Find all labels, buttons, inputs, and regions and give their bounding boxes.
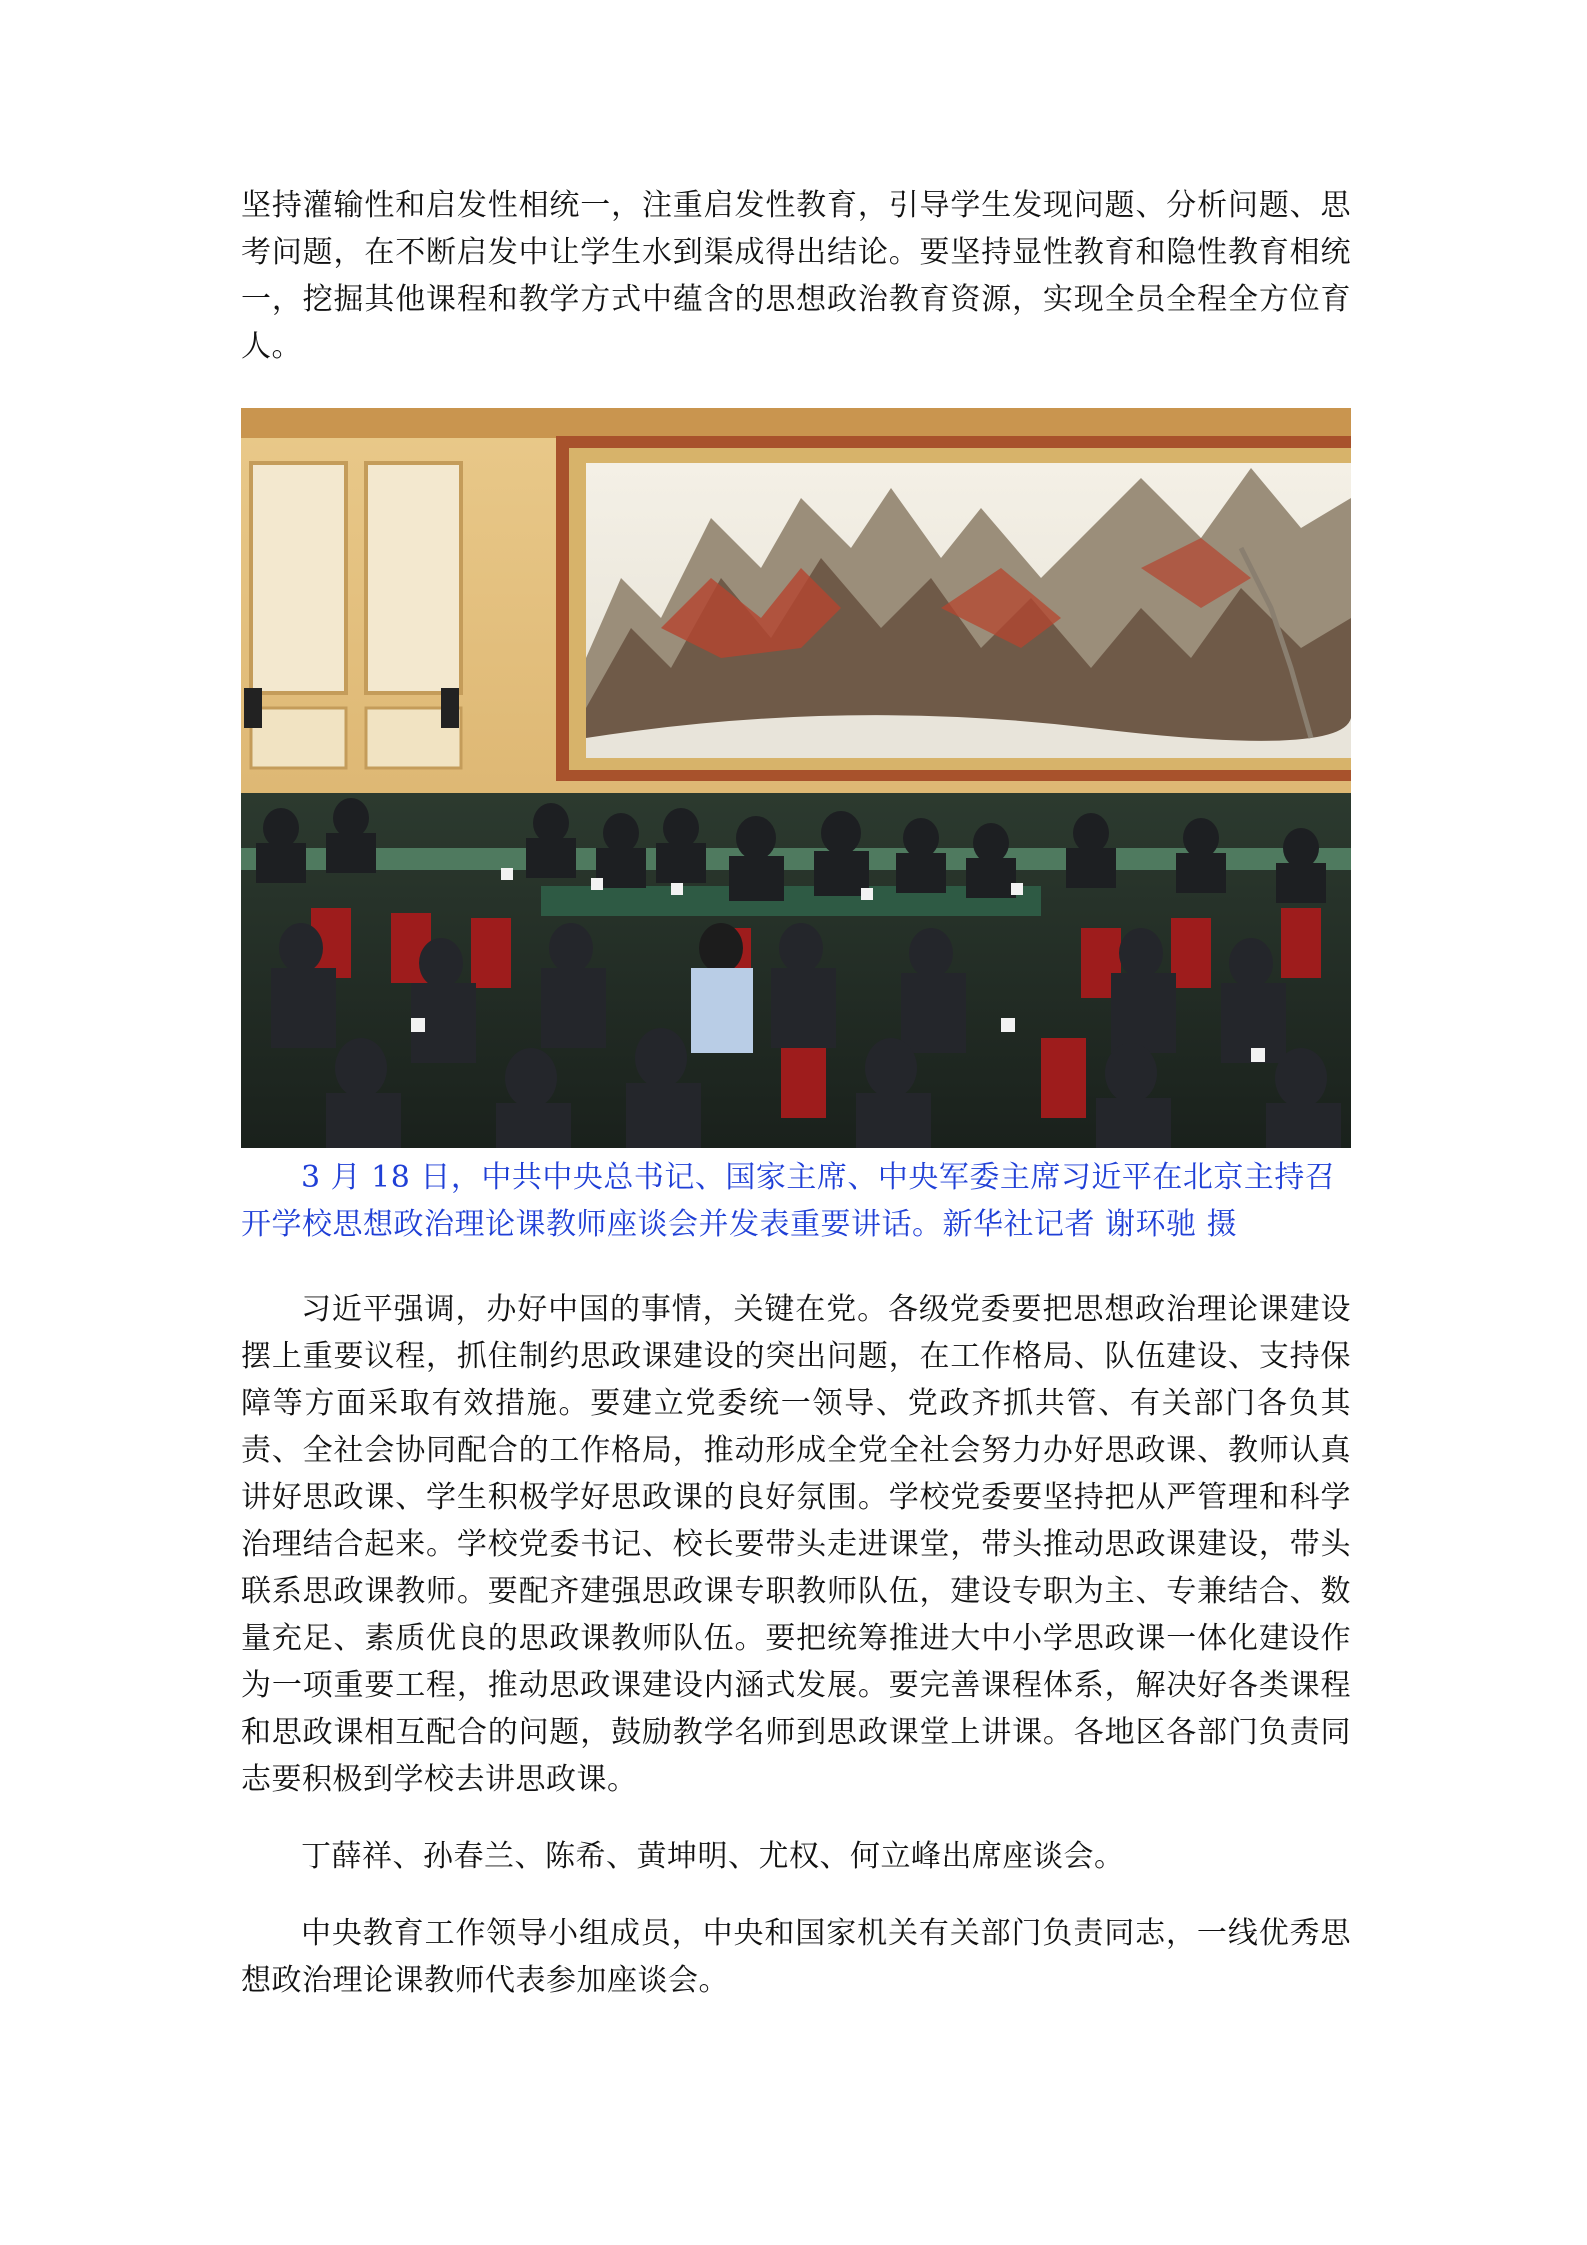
paragraph-1: 坚持灌输性和启发性相统一，注重启发性教育，引导学生发现问题、分析问题、思考问题，在不断启发中让学生水到渠成得出结论。要坚持显性教育和隐性教育相统一，挖掘其他课程和教学方式中蕴含的思想政治教育资源，实现全员全程全方位育人。 <box>241 188 1351 364</box>
photo-caption: 3 月 18 日，中共中央总书记、国家主席、中央军委主席习近平在北京主持召开学校思想政治理论课教师座谈会并发表重要讲话。新华社记者 谢环驰 摄 <box>241 1160 1336 1242</box>
paragraph-3: 丁薛祥、孙春兰、陈希、黄坤明、尤权、何立峰出席座谈会。 <box>301 1839 1125 1874</box>
meeting-photo <box>241 408 1351 1148</box>
paragraph-4: 中央教育工作领导小组成员，中央和国家机关有关部门负责同志，一线优秀思想政治理论课教师代表参加座谈会。 <box>241 1916 1351 1998</box>
document-page <box>241 182 1351 2004</box>
paragraph-2: 习近平强调，办好中国的事情，关键在党。各级党委要把思想政治理论课建设摆上重要议程，抓住制约思政课建设的突出问题，在工作格局、队伍建设、支持保障等方面采取有效措施。要建立党委统一领导、党政齐抓共管、有关部门各负其责、全社会协同配合的工作格局，推动形成全党全社会努力办好思政课、教师认真讲好思政课、学生积极学好思政课的良好氛围。学校党委要坚持把从严管理和科学治理结合起来。学校党委书记、校长要带头走进课堂，带头推动思政课建设，带头联系思政课教师。要配齐建强思政课专职教师队伍，建设专职为主、专兼结合、数量充足、素质优良的思政课教师队伍。要把统筹推进大中小学思政课一体化建设作为一项重要工程，推动思政课建设内涵式发展。要完善课程体系，解决好各类课程和思政课相互配合的问题，鼓励教学名师到思政课堂上讲课。各地区各部门负责同志要积极到学校去讲思政课。 <box>241 1292 1351 1797</box>
